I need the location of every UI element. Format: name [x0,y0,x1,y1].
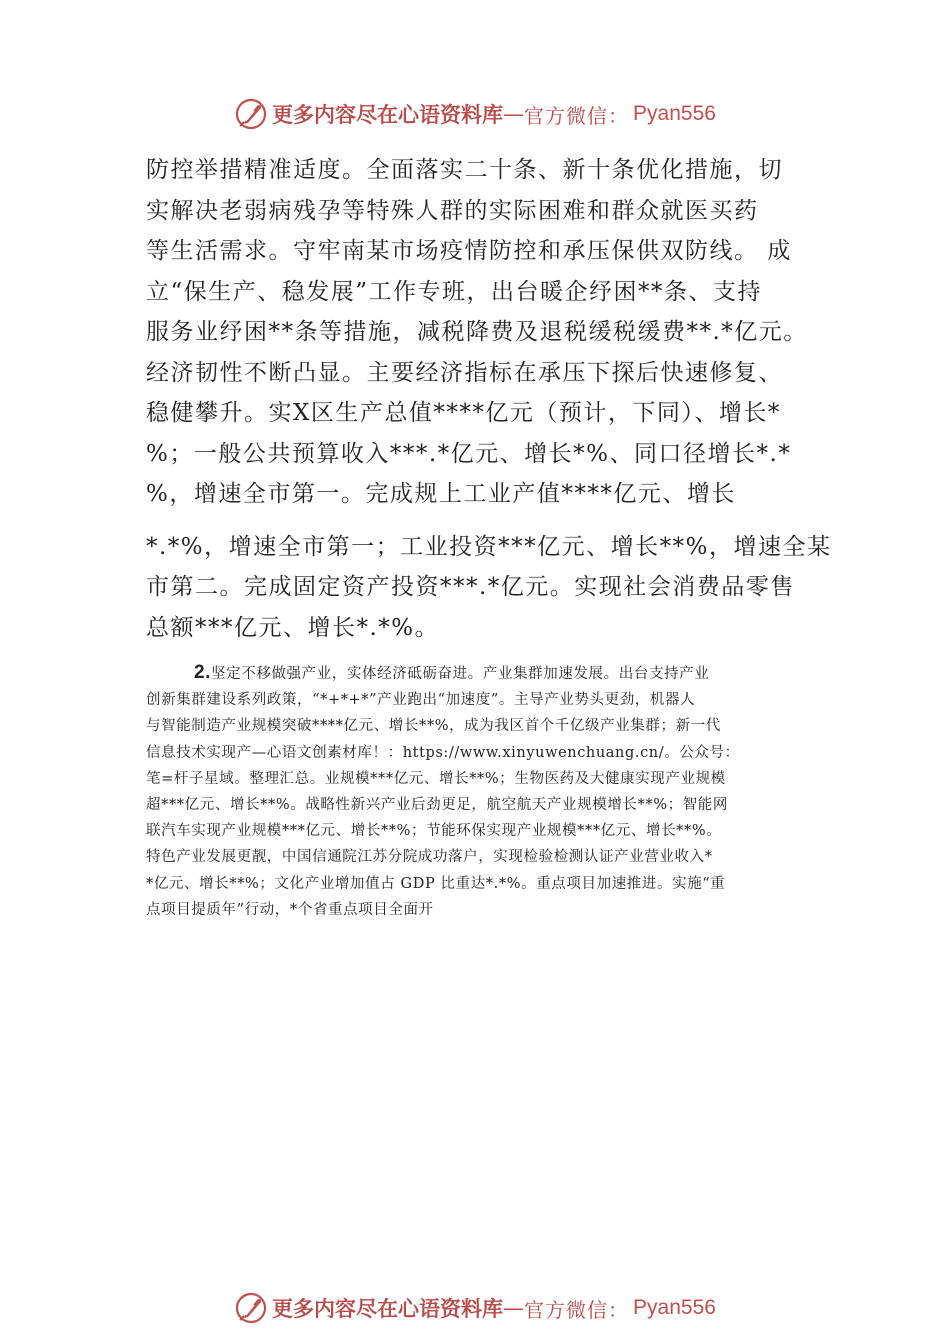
text-line: 笔=杆子星域。整理汇总。业规模***亿元、增长**%；生物医药及大健康实现产业规模 [146,770,726,787]
text-line: %；一般公共预算收入***.*亿元、增长*%、同口径增长*.* [146,440,792,467]
text-line: 特色产业发展更靓，中国信通院江苏分院成功落户，实现检验检测认证产业营业收入* [146,849,713,866]
text-line-content: 坚定不移做强产业，实体经济砥砺奋进。产业集群加速发展。出台支持产业 [211,666,710,682]
main-body-text [146,150,832,648]
text-line: *.*%，增速全市第一；工业投资***亿元、增长**%，增速全某 [146,533,832,560]
banner-wechat-label: 官方微信： [524,103,630,128]
banner-dash: — [503,1296,525,1320]
section-number: 2. [194,662,212,683]
quill-pen-logo-icon [234,1291,268,1325]
text-line: 实解决老弱病残孕等特殊人群的实际困难和群众就医买药 [146,197,759,224]
text-line: *亿元、增长**%；文化产业增加值占 GDP 比重达*.*%。重点项目加速推进。实施“重 [146,875,726,892]
text-line: 与智能制造产业规模突破****亿元、增长**%，成为我区首个千亿级产业集群；新一代 [146,718,721,735]
text-line: %，增速全市第一。完成规上工业产值****亿元、增长 [146,481,736,507]
footer-banner [0,1288,950,1328]
quill-pen-logo-icon [234,97,268,131]
text-line [146,660,808,687]
text-line: 信息技术实现产—心语文创素材库！：https://www.xinyuwenchuang.cn/。公众号： [146,744,740,761]
text-line: 创新集群建设系列政策，“*+*+*”产业跑出“加速度”。主导产业势头更劲，机器人 [146,692,696,709]
paragraph-gap [146,515,818,527]
text-line: 点项目提质年”行动，*个省重点项目全面开 [146,901,434,918]
banner-title: 更多内容尽在心语资料库 [272,1296,504,1321]
section-2-paragraph [146,660,808,923]
banner-wechat-label: 官方微信： [524,1297,630,1322]
text-line: 服务业纾困**条等措施，减税降费及退税缓税缓费**.*亿元。 [146,319,808,345]
banner-title: 更多内容尽在心语资料库 [272,102,504,127]
text-line: 超***亿元、增长**%。战略性新兴产业后劲更足，航空航天产业规模增长**%；智能网 [146,797,729,814]
text-line: 立“保生产、稳发展”工作专班，出台暖企纾困**条、支持 [146,278,763,305]
header-banner [0,94,950,134]
text-line: 总额***亿元、增长*.*%。 [146,614,440,641]
text-line: 等生活需求。守牢南某市场疫情防控和承压保供双防线。 成 [146,238,792,264]
banner-wechat-id: Pyan556 [633,1296,716,1319]
text-line: 联汽车实现产业规模***亿元、增长**%；节能环保实现产业规模***亿元、增长**%。 [146,823,722,840]
text-line: 防控举措精准适度。全面落实二十条、新十条优化措施，切 [146,157,783,183]
banner-wechat-id: Pyan556 [633,102,716,125]
text-line: 稳健攀升。实X区生产总值****亿元（预计，下同）、增长* [146,400,781,426]
text-line: 市第二。完成固定资产投资***.*亿元。实现社会消费品零售 [146,574,795,600]
banner-dash: — [503,102,525,126]
text-line: 经济韧性不断凸显。主要经济指标在承压下探后快速修复、 [146,359,783,386]
